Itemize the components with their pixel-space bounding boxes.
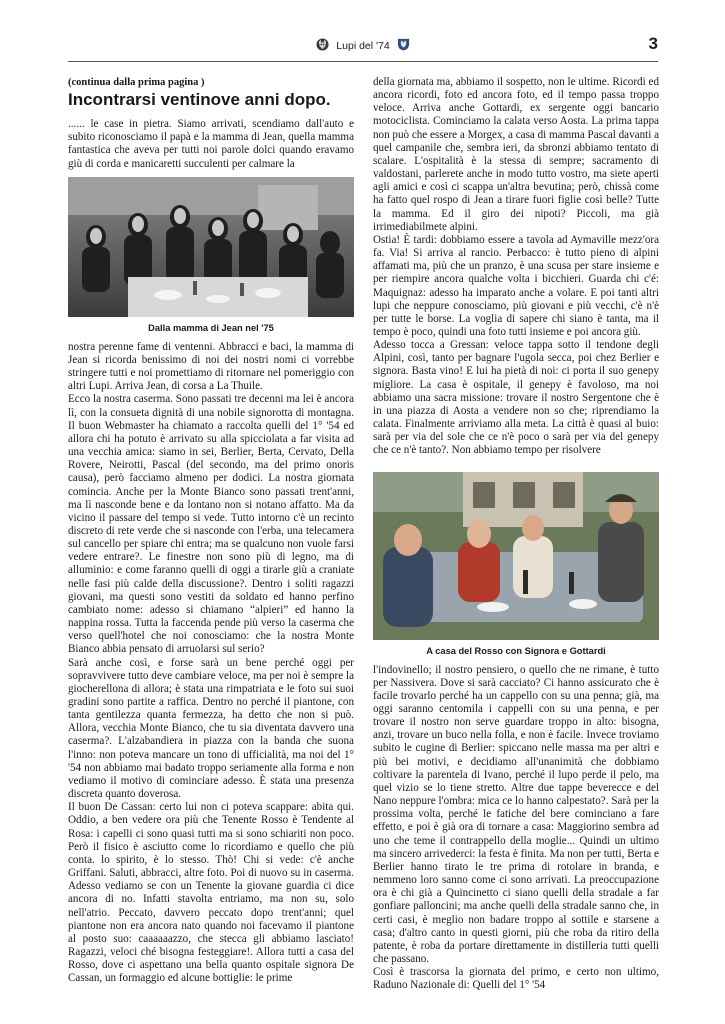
header-title: Lupi del '74 — [336, 40, 390, 52]
article-headline: Incontrarsi ventinove anni dopo. — [68, 90, 331, 110]
header-divider — [68, 61, 658, 62]
article-paragraph: Ecco la nostra caserma. Sono passati tre decenni ma lei è ancora lì, con la consueta dignità di una nobile signorotta di montagna. Il buon Webmaster ha chiamato a raccolta quelli del 1° '54 ed allora chi ha potuto è arrivato su alla spicciolata a far visita ad una vecchia amica: siamo in sei, Berlier, Berta, Cervato, Della Rovere, Neirotti, Pascal (del secondo, ma del primo onoris causa), però facciamo almeno per dodici. La nostra giornata comincia. Anche per la Monte Bianco sono passati trent'anni, ma lì nasconde bene e da lontano non si notano affatto. Ma da vicino il passare del tempo si vede. Tutto intorno c'è un recinto discreto di rete verde che si nasconde con l'erba, una telecamera sul cancello per spiare chi entra; ma se qualcuno non vuole farsi vedere entrare?. Le finestre non sono più di legno, ma di alluminio: e come faranno quelli di oggi a tirarle giù a craniate nelle fasi più calde della discussione?. Dentro i soliti ragazzi giovani, ma questi sono vestiti da soldato ed hanno perfino cambiato nome: adesso si chiamano “alpieri” ed hanno la nappina rossa. Tutta la faccenda pende più verso la caserma che verso quell'hotel che noi conosciamo: che la nostra Monte Bianco abbia pensato di arruolarsi sul serio? — [68, 393, 354, 656]
page-number: 3 — [648, 34, 658, 53]
photo-figure-1 — [68, 177, 354, 333]
page-header — [68, 36, 658, 62]
article-paragraph: l'indovinello; il nostro pensiero, o quello che ne rimane, è tutto per Nassivera. Dove si sarà cacciato? Ci hanno assicurato che è facile trovarlo perché ha un cappello con su una penna; già, ma oggi saranno centomila i cappelli con su una penna, e per trovare il nostro non serve guardare troppo in alto: bisogna, anzi, trovare un buco nella folla, e non è facile. Invece troviamo subito le cugine di Berlier: spiccano nelle massa ma per altri e più bei motivi, e decidiamo all'unanimità che dobbiamo coltivare la parentela di Ivano, perché il lupo perde il pelo, ma quel vizio se lo tiene stretto. Altre due tappe beverecce e del Nano neppure l'ombra: mica ce lo hanno calpestato?. Sarà per la prossima volta, perché le fatiche del bere cominciano a fare effetto, e poi è già ora di tornare a casa: Maggiorino sembra ad uno che teme il contrappello della moglie... Quindi un ultimo ma sincero arrivederci: la festa è finita. Ma non per tutti, Berta e Berlier hanno tirato le tre prima di rotolare in branda, e nemmeno loro sanno come ci sono arrivati. La preoccupazione ora è chi già a Quincinetto ci siano quelli della stradale a far gonfiare palloncini; ma anche quelli della stradale sanno che, in certi casi, è meglio non badare troppo al sottile e starsene a casa; d'altro canto in questi giorni, più che roba da ritiro della patente, è roba da portare direttamente in distilleria tutti quelli che passano. — [373, 663, 659, 965]
article-paragraph: ...... le case in pietra. Siamo arrivati, scendiamo dall'auto e subito riconosciamo il papà e la mamma di Jean, quella mamma fantastica che aveva per tutti noi parole dolci quando eravamo giù di corda e manicaretti succulenti per calmare la — [68, 118, 354, 170]
photo-caption-2: A casa del Rosso con Signora e Gottardi — [426, 645, 606, 656]
group-photo-rosso-house — [373, 472, 659, 640]
photo-caption-1: Dalla mamma di Jean nel '75 — [148, 322, 274, 333]
article-paragraph: Il buon De Cassan: certo lui non ci poteva scappare: abita qui. Oddio, a ben vedere ora più che Tenente Rosso è Tendente al Rosa: i capelli ci sono quasi tutti ma si sono schiariti non poco. Però il fisico è asciutto come lo ricordiamo e quello che più conta. lo spirito, è lo stesso. Thò! Chi si vede: c'è anche Griffani. Saluti, abbracci, altre foto. Poi di nuovo su in caserma. Adesso vediamo se con un Tenente la giovane guardia ci dice ancora di no. Infatti stavolta entriamo, ma non su, solo nell'atrio. Peccato, davvero peccato dopo trent'anni; quel piantone non era ancora nato quando noi facevamo il piantone al posto suo: caaaaaazzo, che stecca gli abbiamo lasciato! Ragazzi, veloci ché bisogna festeggiare!. Allora tutti a casa del Rosso, dove ci aspettano una bella quanto ospitale signora De Cassan, un formaggio ed alcune bottiglie: le prime — [68, 801, 354, 985]
left-column — [68, 76, 354, 985]
continued-note: (continua dalla prima pagina ) — [68, 77, 205, 88]
article-paragraph: Così è trascorsa la giornata del primo, e certo non ultimo, Raduno Nazionale di: Quelli del 1° '54 — [373, 966, 659, 992]
group-photo-1975 — [68, 177, 354, 317]
article-paragraph: Ostia! È tardi: dobbiamo essere a tavola ad Aymaville mezz'ora fa. Via! Si arriva al rancio. Perbacco: è tutto pieno di alpini affamati ma, più che un pranzo, è una scusa per stare insieme e per riempire ancora qualche volta i bicchieri. Guarda chi c'é: Maquignaz: adesso ha imparato anche a volare. E poi tanti altri lupi che neppure conosciamo, più giovani e più vecchi, c'è n'è per tutte le borse. La voglia di sapere chi siano è tanta, ma il tempo è poco, quindi una foto tutti insieme e poi ancora giù. — [373, 233, 659, 338]
article-paragraph: della giornata ma, abbiamo il sospetto, non le ultime. Ricordi ed ancora ricordi, foto ed ancora foto, ed il tempo passa troppo veloce. Arriva anche Gottardi, ex sergente oggi bancario motociclista. Cominciamo la calata verso Aosta. La prima tappa non può che essere a Morgex, a casa di mamma Pascal davanti a quel campanile che, sembra ieri, da sbronzi abbiamo tentato di scalare. L'ospitalità è la stessa di sempre; sacramento di valdostani, parlerete anche in modo tutto vostro, ma siete aperti agli amici e così ci scappa un'altra bevutina; però, chissà come ha fatto quel rospo di Jean a tirare fuori figlie così belle? Tutte la mamma. Ed il giro dei nipoti? Piccoli, ma già irrimediabilmete alpini. — [373, 76, 659, 233]
article-paragraph: Adesso tocca a Gressan: veloce tappa sotto il tendone degli Alpini, così, tanto per bagnare l'ugola secca, poi chez Berlier e signora. Basta vino! E lui ha pietà di noi: ci porta il suo genepy migliore. La casa è ospitale, il genepy è favoloso, ma noi abbiamo una sacra missione: trovare il nostro Sergentone che è in una piazza di Aosta a vendere non so che; riprendiamo la calata. Finalmente arriviamo alla meta. La città è quasi al buio: sarà per via del sole che ce n'è poco o sarà per via del genepy che ce n'è tanto?. Non abbiamo tempo per risolvere — [373, 339, 659, 457]
right-column — [373, 76, 659, 992]
header-title-group — [68, 38, 658, 52]
wolf-head-icon — [316, 38, 329, 51]
wolf-shield-icon — [397, 38, 410, 51]
photo-figure-2 — [373, 472, 659, 656]
article-paragraph: nostra perenne fame di ventenni. Abbracci e baci, la mamma di Jean si ricorda benissimo di noi dei nostri nomi ci vorrebbe stringere tutti e noi promettiamo di ritornare nel pomeriggio con altri Lupi. Arriva Jean, di corsa a La Thuile. — [68, 340, 354, 393]
article-paragraph: Sarà anche così, e forse sarà un bene perché oggi per sopravvivere tutto deve cambiare veloce, ma per noi è sempre la giocherellona di allora; è stata una rimpatriata e le foto sui suoi gradini sono partite a raffica. Dentro no perché il piantone, con tanta gentilezza quanta fermezza, ha detto che non si può. Allora, vecchia Monte Bianco, che tu sia diventata davvero una caserma?. L'alzabandiera in piazza con la banda che suona l'inno: non poteva mancare un tono di ufficialità, ma noi del 1° '54 non abbiamo mai badato troppo seriamente alla forma e non vediamo il motivo di cominciare adesso. È stata una presenza discreta quanto doverosa. — [68, 656, 354, 801]
